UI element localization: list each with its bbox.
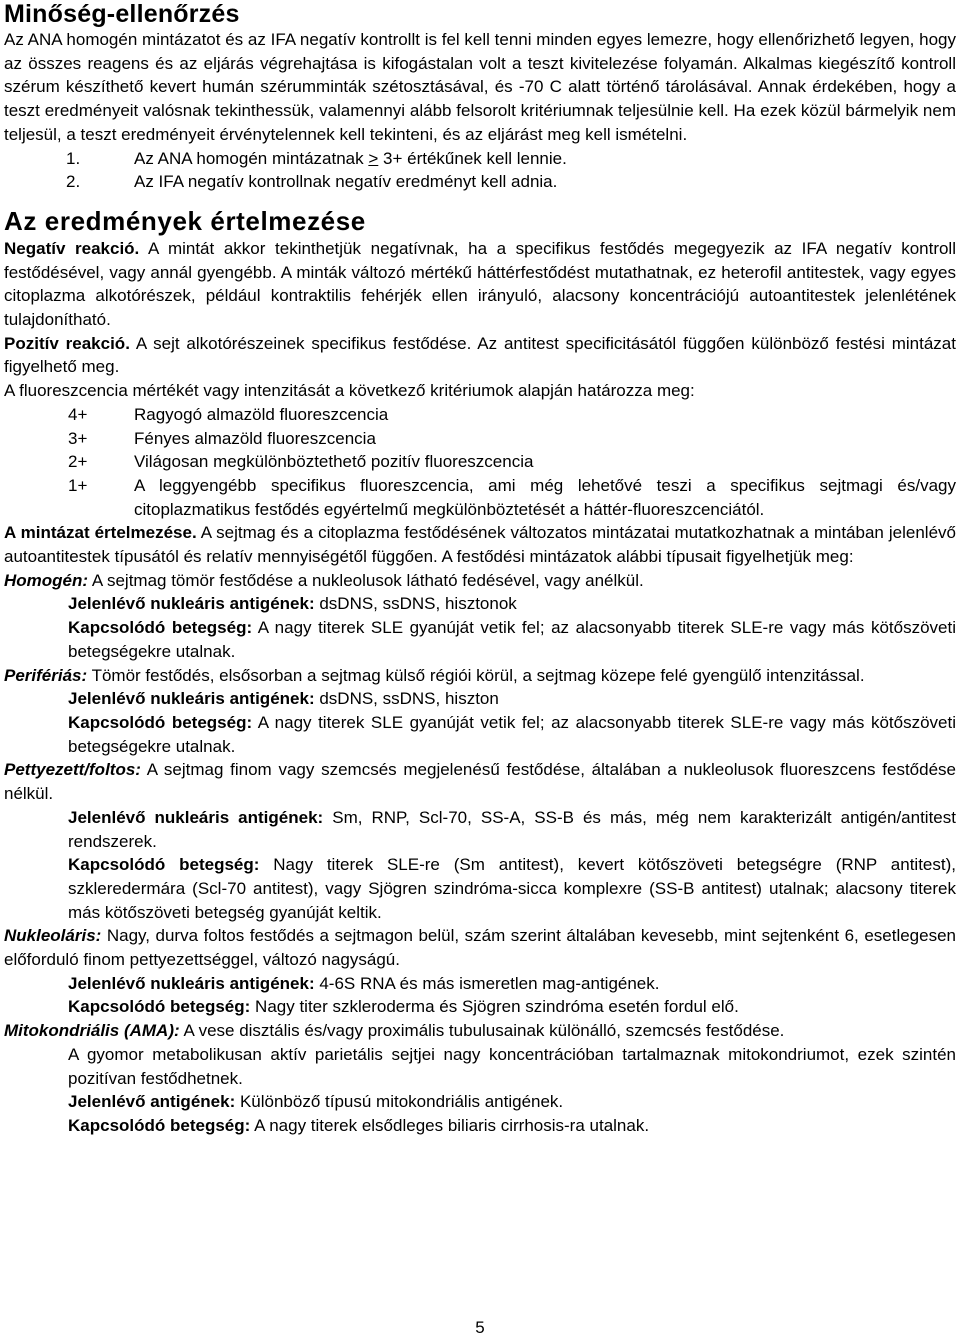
nucleolar-antigens: Jelenlévő nukleáris antigének: 4-6S RNA és más ismeretlen mag-antigének.: [68, 973, 660, 993]
grade-item: 3+ Fényes almazöld fluoreszcencia: [68, 428, 376, 448]
criteria-item: [4, 170, 956, 194]
grade-item: 1+ A leggyengébb specifikus fluoreszcencia, ami még lehetővé teszi a specifikus sejtmagi és/vagy citoplazmatikus festődés egyértelmű megkülönböztetését a háttér-fluoreszcenciától.: [68, 475, 956, 519]
homogeneous-antigens: Jelenlévő nukleáris antigének: dsDNS, ssDNS, hisztonok: [68, 594, 517, 614]
paragraph-negative: Negatív reakció. A mintát akkor tekinthetjük negatívnak, ha a specifikus festődés megegyezik az IFA negatív kontroll festődésével, vagy annál gyengébb. A minták változó mértékű háttérfestődést mutathatnak, ez heterofil antitestek, vagy egyes citoplazma alkotórészek, például kontraktilis fehérjék ellen irányuló, alacsony koncentrációjú autoantitestek jelenlétének tulajdonítható.: [4, 238, 956, 330]
pattern-mitochondrial: Mitokondriális (AMA): A vese disztális és/vagy proximális tubulusainak különálló, szemcsés festődése.: [4, 1021, 785, 1041]
paragraph-quality-control: Az ANA homogén mintázatot és az IFA negatív kontrollt is fel kell tenni minden egyes lemezre, hogy ellenőrizhető legyen, hogy az összes reagens és az eljárás végrehajtása is kifogástalan volt a teszt kivitelezése folyamán. Alkalmas kiegészítő kontroll szérum készíthető kevert humán szérumminták szétosztásával, és -70 C alatt történő tárolásával. Annak érdekében, hogy a teszt eredményeit valósnak tekinthessük, valamennyi alább felsorolt kritériumnak teljesülnie kell. Ha ezek közül bármelyik nem teljesül, a teszt eredményeit érvénytelennek kell tekinteni, és az eljárást meg kell ismételni.: [4, 30, 956, 144]
grade-item: 2+ Világosan megkülönböztethető pozitív fluoreszcencia: [68, 452, 534, 472]
paragraph-positive: Pozitív reakció. A sejt alkotórészeinek specifikus festődése. Az antitest specificitásától függően különböző festési mintázat figyelhető meg.: [4, 333, 956, 377]
mitochondrial-note: A gyomor metabolikusan aktív parietális sejtjei nagy koncentrációban tartalmaznak mitokondriumot, ezek szintén pozitívan festődhetnek.: [68, 1044, 956, 1088]
criteria-number: 1.: [66, 148, 81, 168]
nucleolar-disease: Kapcsolódó betegség: Nagy titer szkleroderma és Sjögren szindróma esetén fordul elő.: [68, 997, 739, 1017]
criteria-list: [4, 147, 956, 194]
mitochondrial-antigens: Jelenlévő antigének: Különböző típusú mitokondriális antigének.: [68, 1092, 564, 1112]
criteria-number: 2.: [66, 172, 81, 192]
mitochondrial-disease: Kapcsolódó betegség: A nagy titerek elsődleges biliaris cirrhosis-ra utalnak.: [68, 1115, 650, 1135]
pattern-nucleolar: Nukleoláris: Nagy, durva foltos festődés a sejtmagon belül, szám szerint általában kevesebb, mint sejtenként 6, esetlegesen előforduló finom pettyezettséggel, változó nagyságú.: [4, 926, 956, 970]
grade-item: 4+ Ragyogó almazöld fluoreszcencia: [68, 404, 389, 424]
paragraph-pattern: A mintázat értelmezése. A sejtmag és a citoplazma festődésének változatos mintázatai mutatkozhatnak a mintában jelenlévő autoantitestek típusától és relatív mennyiségétől függően. A festődési mintázatok alábbi típusait figyelhetjük meg:: [4, 523, 956, 567]
criteria-item: [4, 147, 956, 171]
section-title-quality-control: Minőség-ellenőrzés: [4, 0, 240, 28]
speckled-antigens: Jelenlévő nukleáris antigének: Sm, RNP, Scl-70, SS-A, SS-B és más, még nem karakterizált antigén/antitest rendszerek.: [68, 807, 956, 851]
paragraph-intensity-intro: A fluoreszcencia mértékét vagy intenzitását a következő kritériumok alapján határozza meg:: [4, 381, 695, 401]
criteria-text: Az ANA homogén mintázatnak > 3+ értékűnek kell lennie.: [134, 148, 567, 168]
peripheral-antigens: Jelenlévő nukleáris antigének: dsDNS, ssDNS, hiszton: [68, 689, 499, 709]
page-number: 5: [475, 1318, 485, 1337]
pattern-homogeneous: Homogén: A sejtmag tömör festődése a nukleolusok látható fedésével, vagy anélkül.: [4, 570, 644, 590]
criteria-text: Az IFA negatív kontrollnak negatív eredményt kell adnia.: [134, 172, 558, 192]
section-title-interpretation: Az eredmények értelmezése: [4, 205, 366, 236]
peripheral-disease: Kapcsolódó betegség: A nagy titerek SLE gyanúját vetik fel; az alacsonyabb titerek SLE-re vagy más kötőszöveti betegségekre utalnak.: [68, 712, 956, 756]
pattern-speckled: Pettyezett/foltos: A sejtmag finom vagy szemcsés megjelenésű festődése, általában a nukleolusok fluoreszcens festődése nélkül.: [4, 760, 956, 804]
homogeneous-disease: Kapcsolódó betegség: A nagy titerek SLE gyanúját vetik fel; az alacsonyabb titerek SLE-re vagy más kötőszöveti betegségekre utalnak.: [68, 618, 956, 661]
grade-list: [4, 403, 956, 522]
speckled-disease: Kapcsolódó betegség: Nagy titerek SLE-re (Sm antitest), kevert kötőszöveti betegségre (RNP antitest), szkleredermára (Scl-70 antitest), vagy Sjögren szindróma-sicca komplexre (SS-B antitest) utalnak; alacsony titerek más kötőszöveti betegség gyanúját keltik.: [68, 855, 956, 922]
pattern-peripheral: Perifériás: Tömör festődés, elsősorban a sejtmag külső régiói körül, a sejtmag közepe felé gyengülő intenzitással.: [4, 665, 865, 685]
